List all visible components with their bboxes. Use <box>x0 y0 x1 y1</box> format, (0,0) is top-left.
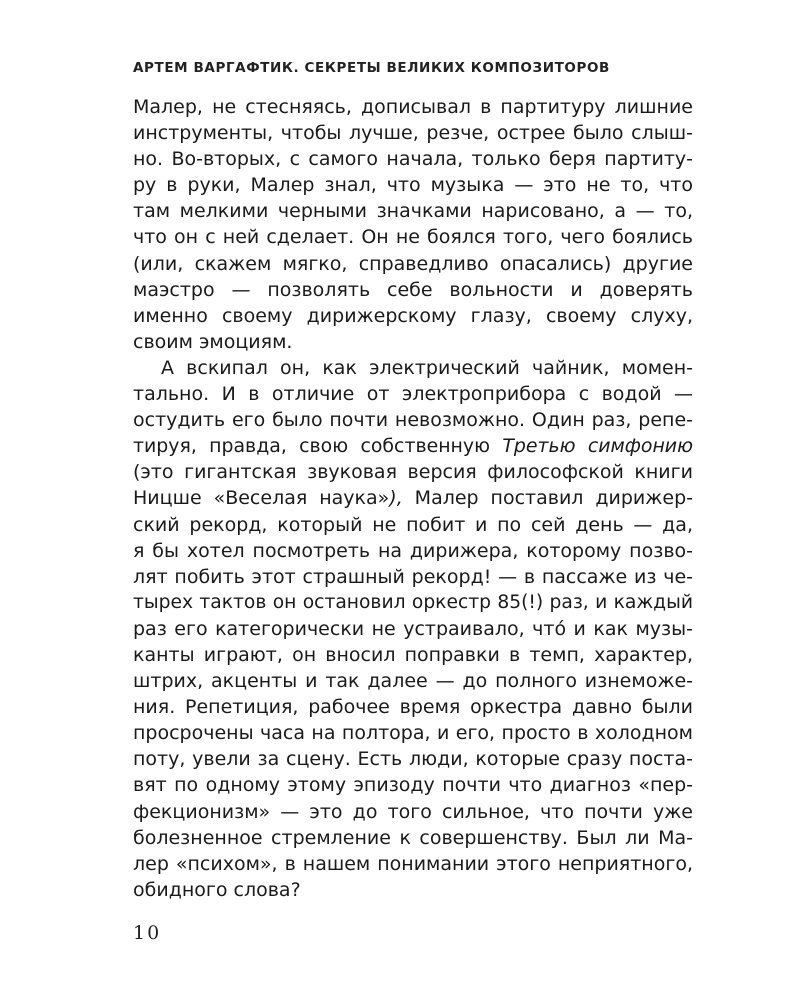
text-line <box>133 355 693 381</box>
text-segment: что он с ней сделает. Он не боялся того, чего боялись <box>133 226 693 249</box>
text-line <box>133 825 693 851</box>
text-line <box>133 172 693 198</box>
text-segment: ский рекорд, который не побит и по сей день — да, <box>133 513 693 536</box>
text-line <box>133 433 693 459</box>
text-line <box>133 512 693 538</box>
text-line <box>133 146 693 172</box>
text-line <box>133 590 693 616</box>
text-line <box>133 198 693 224</box>
text-segment: лят побить этот страшный рекорд! — в пассаже из че- <box>133 565 693 588</box>
text-line <box>133 120 693 146</box>
text-segment: (это гигантская звуковая версия философской книги <box>133 461 693 484</box>
text-line <box>133 94 693 120</box>
text-line <box>133 459 693 485</box>
text-segment: тально. И в отличие от электроприбора с водой — <box>133 383 693 406</box>
text-segment: канты играют, он вносил поправки в темп, характер, <box>133 643 693 666</box>
text-line <box>133 564 693 590</box>
text-line <box>133 851 693 877</box>
text-line <box>133 485 693 511</box>
text-segment: фекционизм» — это до того сильное, что почти уже <box>133 800 693 823</box>
text-segment: вят по одному этому эпизоду почти что диагноз «пер- <box>133 774 693 797</box>
text-line <box>133 642 693 668</box>
text-segment: А вскипал он, как электрический чайник, момен- <box>161 356 693 379</box>
text-line <box>133 616 693 642</box>
text-segment: Малер поставил дирижер- <box>402 487 693 510</box>
text-line <box>133 799 693 825</box>
text-segment: обидного слова? <box>133 878 301 901</box>
text-line <box>133 772 693 798</box>
italic-text: ), <box>389 487 403 510</box>
text-segment: маэстро — позволять себе вольности и доверять <box>133 278 693 301</box>
text-segment: болезненное стремление к совершенству. Был ли Ма- <box>133 826 693 849</box>
text-segment: я бы хотел посмотреть на дирижера, которому позво- <box>133 539 693 562</box>
text-line <box>133 303 693 329</box>
text-segment: там мелкими черными значками нарисовано, а — то, <box>133 200 693 223</box>
text-segment: раз его категорически не устраивало, что́ и как музы- <box>133 617 693 640</box>
text-line <box>133 407 693 433</box>
text-segment: Малер, не стесняясь, дописывал в партитуру лишние <box>133 96 693 118</box>
text-line <box>133 381 693 407</box>
text-segment: поту, увели за сцену. Есть люди, которые сразу поста- <box>133 748 693 771</box>
text-segment: (или, скажем мягко, справедливо опасались) другие <box>133 252 693 275</box>
text-line <box>133 251 693 277</box>
page-number: 10 <box>133 922 162 944</box>
text-line <box>133 668 693 694</box>
text-segment: штрих, акценты и так далее — до полного изнеможе- <box>133 670 693 693</box>
text-segment: но. Во-вторых, с самого начала, только беря партиту- <box>133 148 693 171</box>
text-line <box>133 224 693 250</box>
text-line <box>133 746 693 772</box>
text-segment: инструменты, чтобы лучше, резче, острее было слыш- <box>133 122 693 145</box>
text-segment: ния. Репетиция, рабочее время оркестра давно были <box>133 696 693 719</box>
text-segment: остудить его было почти невозможно. Один раз, репе- <box>133 409 693 432</box>
text-segment: тируя, правда, свою собственную <box>133 435 503 458</box>
text-line <box>133 720 693 746</box>
text-line <box>133 694 693 720</box>
body-text <box>133 94 693 903</box>
text-line <box>133 277 693 303</box>
text-segment: именно своему дирижерскому глазу, своему слуху, <box>133 304 693 327</box>
text-segment: тырех тактов он остановил оркестр 85(!) раз, и каждый <box>133 591 693 613</box>
text-segment: лер «психом», в нашем понимании этого неприятного, <box>133 852 693 875</box>
text-line <box>133 329 693 355</box>
text-segment: ру в руки, Малер знал, что музыка — это не то, что <box>133 174 693 197</box>
running-head: АРТЕМ ВАРГАФТИК. СЕКРЕТЫ ВЕЛИКИХ КОМПОЗИТОРОВ <box>133 60 610 76</box>
text-line <box>133 877 693 903</box>
italic-text: Третью симфонию <box>502 435 693 458</box>
text-segment: Ницше «Веселая наука» <box>133 487 390 510</box>
text-segment: своим эмоциям. <box>133 330 293 353</box>
text-line <box>133 538 693 564</box>
text-segment: просрочены часа на полтора, и его, просто в холодном <box>133 722 693 745</box>
